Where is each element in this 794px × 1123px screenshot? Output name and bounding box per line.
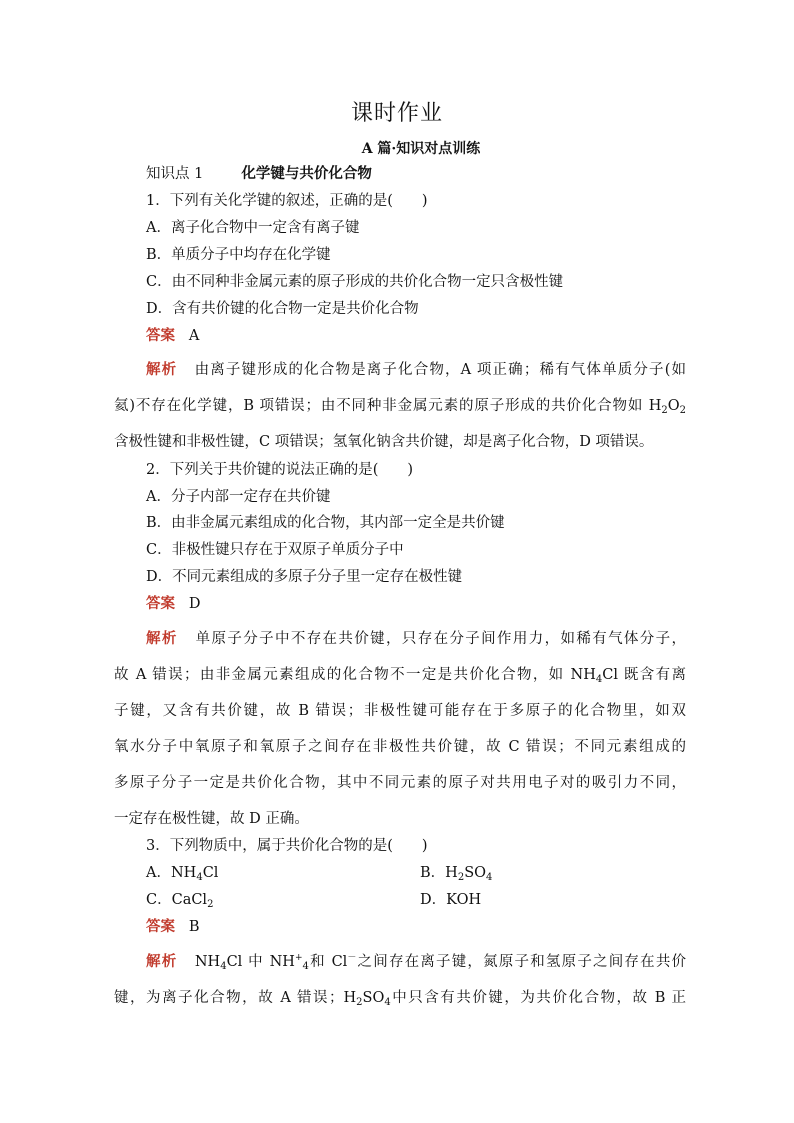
answer-label: 答案 bbox=[146, 327, 175, 344]
subscript: 4 bbox=[595, 674, 603, 685]
q1-analysis-text-2a: 氦)不存在化学键，B 项错误；由不同种非金属元素的原子形成的共价化合物如 H bbox=[114, 398, 662, 414]
q2-analysis-text-2b: Cl 既含有离 bbox=[602, 667, 686, 683]
q1-analysis-text-2b: O bbox=[667, 398, 680, 414]
q1-option-c: C．由不同种非金属元素的原子形成的共价化合物一定只含极性键 bbox=[146, 274, 564, 290]
q1-stem: 1．下列有关化学键的叙述，正确的是( ) bbox=[146, 193, 428, 209]
q2-answer-value: D bbox=[188, 596, 201, 612]
q3-analysis-text-1c: 和 Cl bbox=[308, 954, 348, 970]
q3-option-b-text: B．H bbox=[420, 865, 458, 881]
q3-options-row-1 bbox=[146, 863, 686, 888]
q1-analysis-text-1: 由离子键形成的化合物是离子化合物，A 项正确；稀有气体单质分子(如 bbox=[194, 362, 686, 378]
q2-option-c: C．非极性键只存在于双原子单质分子中 bbox=[146, 542, 404, 558]
q2-analysis-line-2 bbox=[114, 663, 686, 685]
q2-analysis-line-6: 一定存在极性键，故 D 正确。 bbox=[114, 811, 309, 827]
q3-analysis-line-1 bbox=[146, 950, 686, 972]
q2-option-a: A．分子内部一定存在共价键 bbox=[146, 489, 331, 505]
answer-label: 答案 bbox=[146, 595, 175, 612]
subscript: 4 bbox=[302, 961, 309, 972]
q2-stem: 2．下列关于共价键的说法正确的是( ) bbox=[146, 462, 414, 478]
analysis-label: 解析 bbox=[146, 361, 178, 378]
subscript: 4 bbox=[196, 872, 203, 883]
subscript: 2 bbox=[356, 997, 363, 1008]
q3-analysis-text-2a: 键，为离子化合物，故 A 错误；H bbox=[114, 990, 357, 1006]
q1-option-d: D．含有共价键的化合物一定是共价化合物 bbox=[146, 301, 419, 317]
q1-analysis-line-2 bbox=[114, 394, 686, 416]
q3-answer-value: B bbox=[188, 919, 200, 935]
page-subtitle: A 篇·知识对点训练 bbox=[361, 141, 481, 157]
q3-option-b bbox=[420, 863, 492, 888]
q2-analysis-line-5: 多原子分子一定是共价化合物，其中不同元素的原子对共用电子对的吸引力不同， bbox=[114, 775, 686, 791]
q3-analysis-text-1b: Cl 中 NH bbox=[226, 954, 295, 970]
q2-option-d: D．不同元素组成的多原子分子里一定存在极性键 bbox=[146, 569, 463, 585]
q1-answer bbox=[146, 326, 199, 346]
q2-option-b: B．由非金属元素组成的化合物，其内部一定全是共价键 bbox=[146, 515, 505, 531]
section-heading bbox=[146, 164, 372, 184]
q3-option-c bbox=[146, 892, 213, 908]
q3-analysis-text-1d: 之间存在离子键，氮原子和氢原子之间存在共价 bbox=[356, 954, 687, 970]
q2-answer bbox=[146, 594, 200, 614]
superscript: + bbox=[294, 953, 303, 963]
q3-analysis-text-1a: NH bbox=[194, 954, 221, 970]
q2-analysis-text-1: 单原子分子中不存在共价键，只存在分子间作用力，如稀有气体分子， bbox=[195, 631, 687, 647]
q2-analysis-line-1 bbox=[146, 627, 686, 648]
q1-answer-value: A bbox=[188, 328, 200, 344]
q2-analysis-line-3: 子键，又含有共价键，故 B 错误；非极性键可能存在于多原子的化合物里，如双 bbox=[114, 703, 686, 719]
q1-analysis-line-1 bbox=[146, 358, 686, 379]
q2-analysis-text-2a: 故 A 错误；由非金属元素组成的化合物不一定是共价化合物，如 NH bbox=[114, 667, 596, 683]
subscript: 2 bbox=[661, 405, 668, 416]
q3-option-a-text: A．NH bbox=[146, 865, 197, 881]
q1-option-b: B．单质分子中均存在化学键 bbox=[146, 247, 331, 263]
subscript: 4 bbox=[384, 997, 391, 1008]
answer-label: 答案 bbox=[146, 918, 175, 935]
q3-analysis-text-2b: SO bbox=[362, 990, 385, 1006]
page-title: 课时作业 bbox=[350, 101, 443, 126]
q3-answer bbox=[146, 917, 199, 937]
q3-option-c-text: C．CaCl bbox=[146, 892, 208, 908]
analysis-label: 解析 bbox=[146, 630, 178, 647]
superscript: － bbox=[347, 953, 357, 963]
q1-analysis-line-3: 含极性键和非极性键，C 项错误；氢氧化钠含共价键，却是离子化合物，D 项错误。 bbox=[114, 434, 654, 450]
q3-option-d: D．KOH bbox=[420, 892, 482, 908]
q3-option-a-text-end: Cl bbox=[202, 865, 219, 881]
section-label: 知识点 1 bbox=[146, 166, 204, 182]
q1-option-a: A．离子化合物中一定含有离子键 bbox=[146, 220, 360, 236]
subscript: 4 bbox=[220, 961, 227, 972]
q3-stem: 3．下列物质中，属于共价化合物的是( ) bbox=[146, 838, 428, 854]
q2-analysis-line-4: 氧水分子中氧原子和氧原子之间存在非极性共价键，故 C 错误；不同元素组成的 bbox=[114, 739, 686, 755]
subscript: 2 bbox=[457, 872, 465, 883]
subscript: 4 bbox=[486, 872, 493, 883]
q3-options-row-2 bbox=[146, 890, 686, 915]
q3-analysis-text-2c: 中只含有共价键，为共价化合物，故 B 正 bbox=[390, 990, 686, 1006]
subscript: 2 bbox=[207, 899, 214, 910]
subscript: 2 bbox=[679, 405, 686, 416]
q3-option-a bbox=[146, 865, 218, 881]
section-name: 化学键与共价化合物 bbox=[241, 165, 372, 182]
q3-analysis-line-2 bbox=[114, 986, 686, 1008]
q3-option-b-text-mid: SO bbox=[464, 865, 487, 881]
analysis-label: 解析 bbox=[146, 953, 178, 970]
